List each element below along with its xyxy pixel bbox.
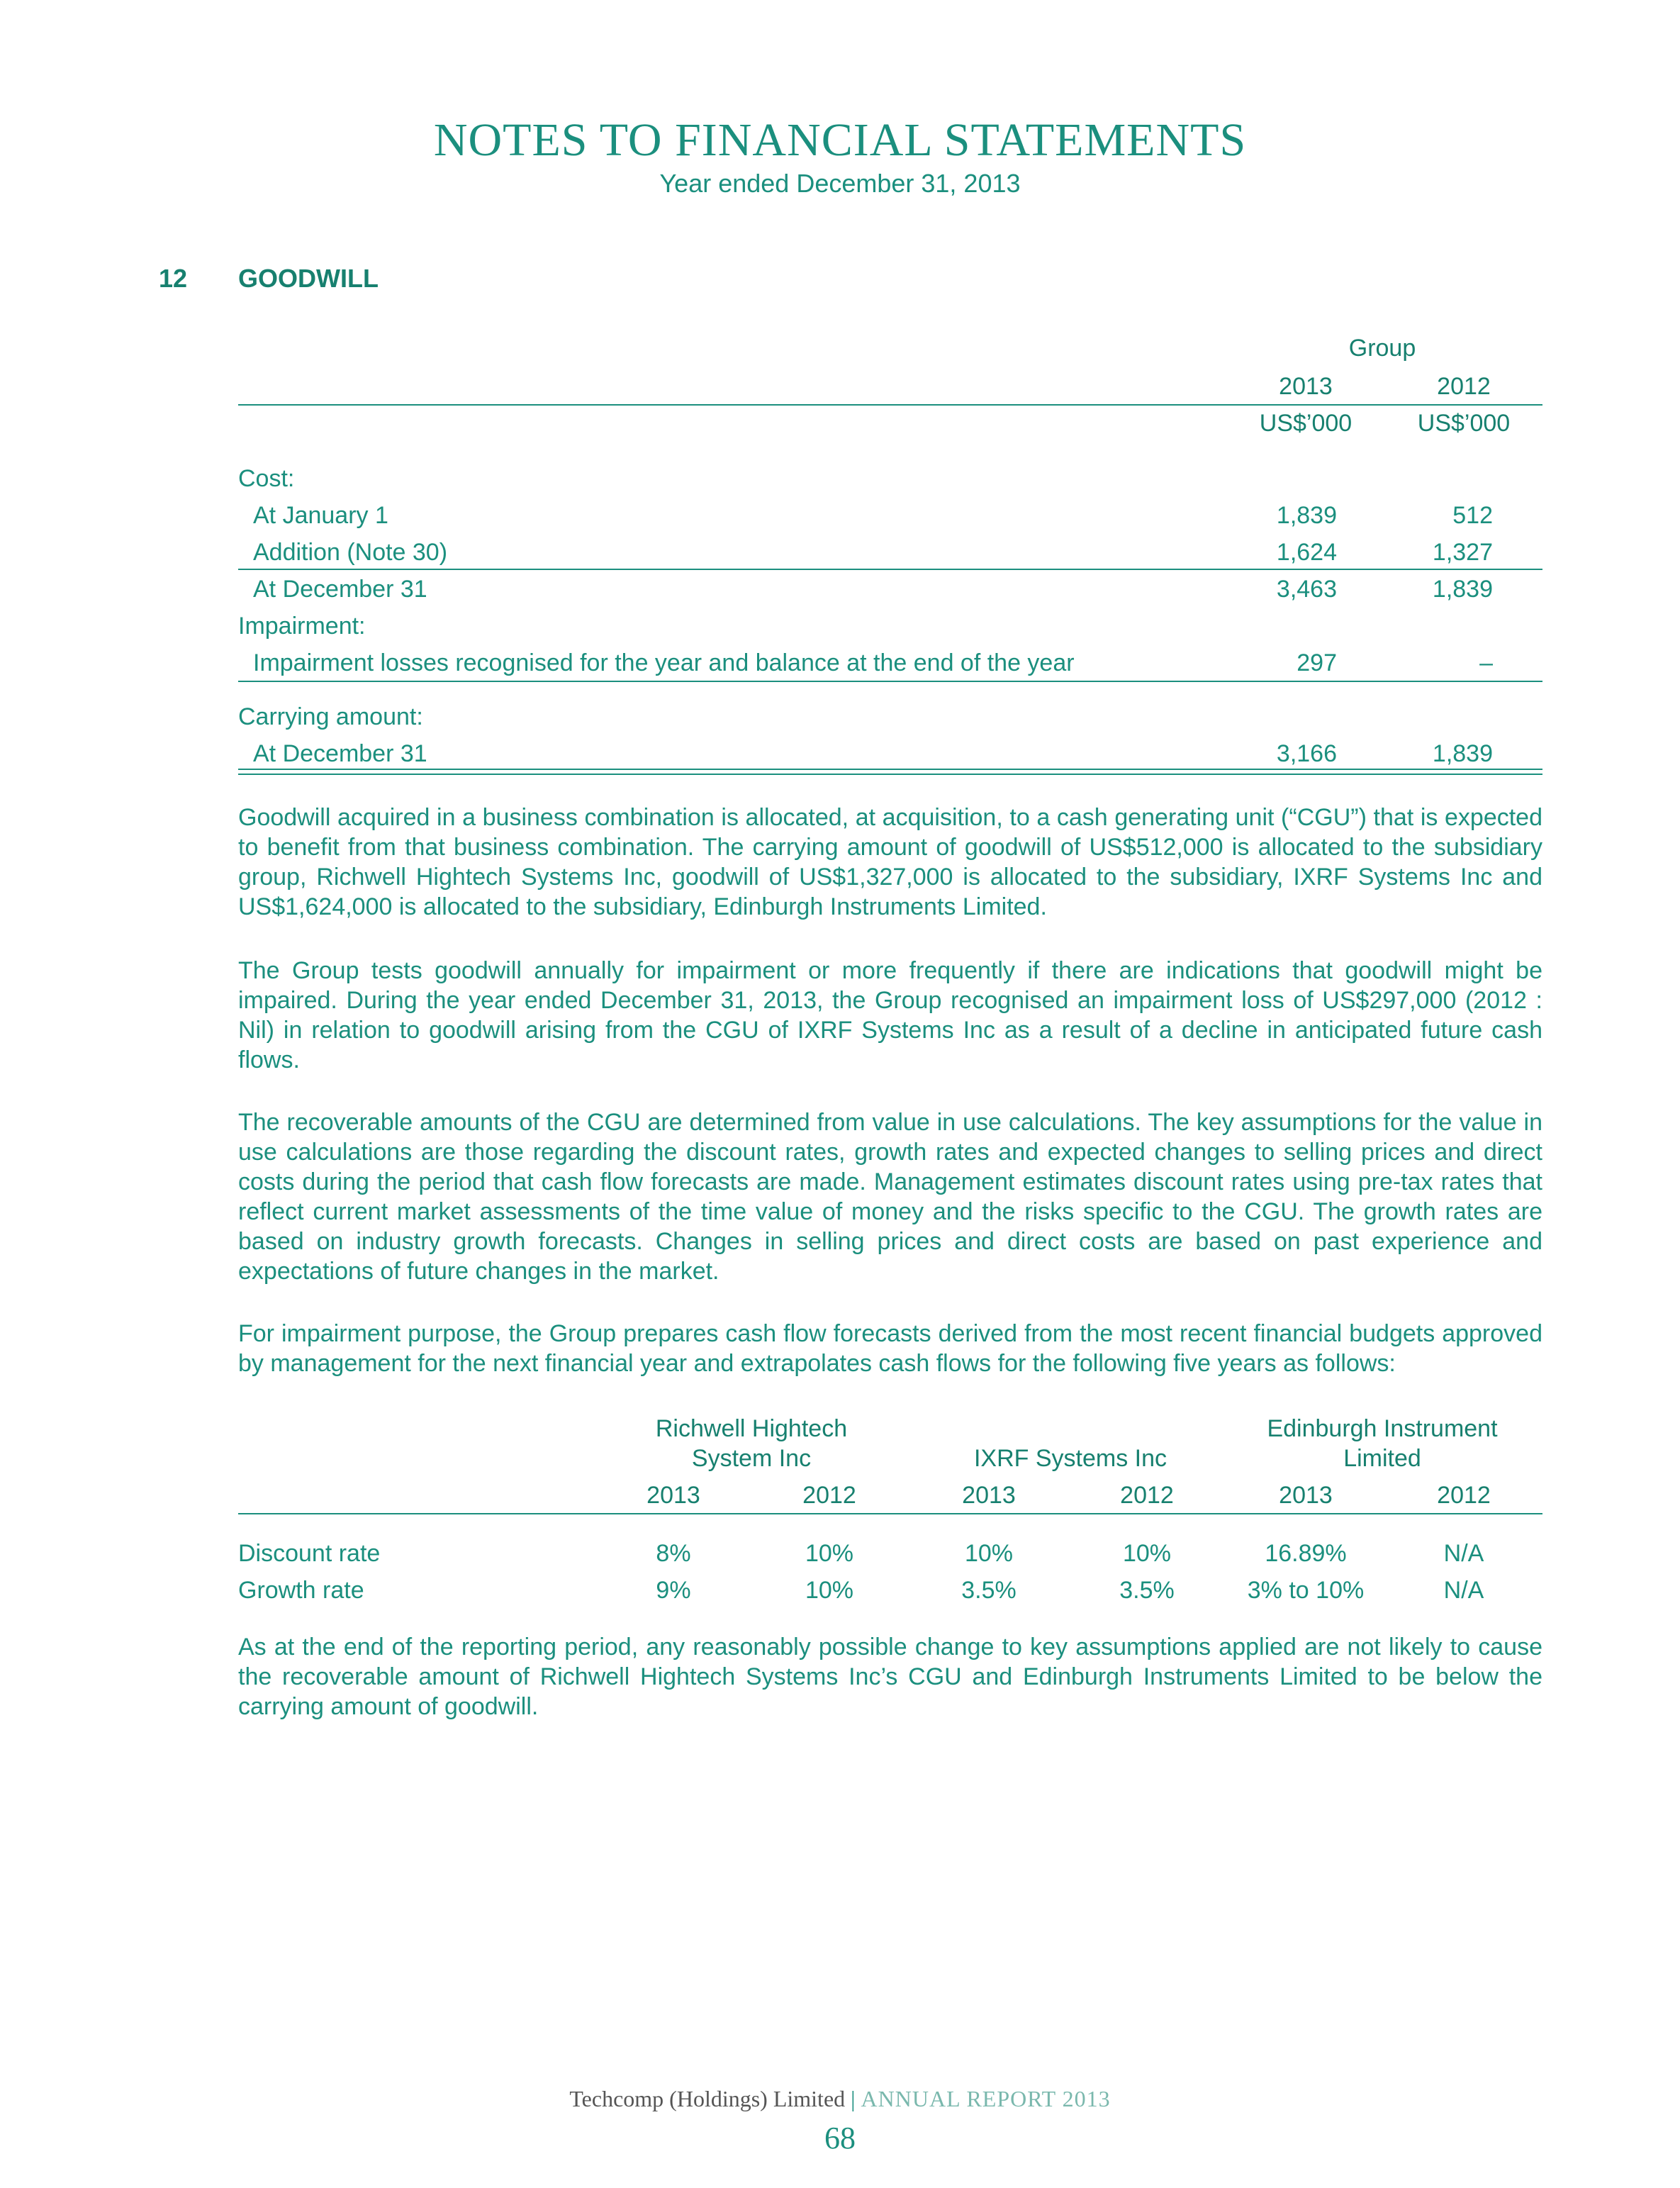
paragraph-impairment-test: The Group tests goodwill annually for impairment or more frequently if there are indications that goodwill might be impaired. During the year ended December 31, 2013, the Group recognised an impairment loss of US$297,000 (2012 : Nil) in relation to goodwill arising from the CGU of IXRF Systems Inc as a result of a decline in anticipated future cash flows. [238,957,1542,1073]
paragraph-sensitivity: As at the end of the reporting period, any reasonably possible change to key assumptions applied are not likely to cause the recoverable amount of Richwell Hightech Systems Inc’s CGU and Edinburgh Instruments Limited to be below the carrying amount of goodwill. [238,1634,1542,1720]
company-header-line1: Edinburgh Instrument [1267,1415,1498,1442]
table-row-label: Carrying amount: [238,703,423,730]
table-row-label: Discount rate [238,1540,381,1567]
total-rule-bottom [238,774,1542,775]
table-cell: N/A [1443,1577,1484,1604]
table-cell: 9% [656,1577,691,1604]
footer-report-title: ANNUAL REPORT 2013 [861,2086,1111,2111]
table-cell: 3.5% [1119,1577,1175,1604]
year-header-2012: 2012 [1437,373,1491,400]
footer-separator: | [851,2086,856,2111]
group-header: Group [1348,335,1416,362]
table-cell: 1,839 [1432,740,1493,767]
company-header-line2: Limited [1343,1445,1421,1472]
year-header: 2012 [802,1482,856,1509]
year-header: 2013 [646,1482,700,1509]
company-header-line1: Richwell Hightech [655,1415,848,1442]
unit-header-2013: US$’000 [1259,410,1353,437]
table-row-label: At January 1 [253,502,388,529]
table-cell: 1,839 [1432,576,1493,603]
company-header-line2: System Inc [691,1445,812,1472]
paragraph-forecasts: For impairment purpose, the Group prepares cash flow forecasts derived from the most recent financial budgets approved by management for the next financial year and extrapolates cash flows for the following five years as follows: [238,1320,1542,1377]
table-cell: 10% [964,1540,1014,1567]
table-cell: 16.89% [1265,1540,1347,1567]
subtotal-rule [238,681,1542,682]
table-cell: 1,327 [1432,539,1493,566]
table-cell: 3,463 [1276,576,1337,603]
year-header: 2013 [962,1482,1016,1509]
year-header: 2012 [1120,1482,1174,1509]
year-header: 2012 [1437,1482,1491,1509]
table-cell: 512 [1452,502,1493,529]
table-cell: 10% [805,1577,854,1604]
table-row-label: Impairment losses recognised for the year and balance at the end of the year [253,649,1075,676]
table-row-label: Cost: [238,465,295,492]
total-rule-top [238,769,1542,770]
company-header-line2: IXRF Systems Inc [973,1445,1167,1472]
section-number: 12 [159,264,188,293]
table-row-label: At December 31 [253,740,427,767]
page-number: 68 [824,2121,856,2155]
table-cell: 1,624 [1276,539,1337,566]
table-cell: 1,839 [1276,502,1337,529]
unit-header-2012: US$’000 [1417,410,1511,437]
page-subtitle: Year ended December 31, 2013 [659,169,1021,198]
table-cell: 3,166 [1276,740,1337,767]
table-cell: 10% [1122,1540,1172,1567]
footer-company: Techcomp (Holdings) Limited [569,2086,846,2111]
table-row-label: Impairment: [238,613,366,640]
header-rule [238,1513,1542,1514]
table-cell: 3% to 10% [1247,1577,1365,1604]
year-header-2013: 2013 [1279,373,1333,400]
footer [0,2086,1680,2112]
table-cell: – [1479,649,1493,676]
table-row-label: At December 31 [253,576,427,603]
page-title: NOTES TO FINANCIAL STATEMENTS [433,114,1247,166]
subtotal-rule [238,569,1542,570]
table-cell: 8% [656,1540,691,1567]
table-cell: 297 [1297,649,1337,676]
table-cell: 10% [805,1540,854,1567]
year-header: 2013 [1279,1482,1333,1509]
header-rule [238,404,1542,406]
paragraph-recoverable-amounts: The recoverable amounts of the CGU are determined from value in use calculations. The key assumptions for the value in use calculations are those regarding the discount rates, growth rates and expected changes to selling prices and direct costs during the period that cash flow forecasts are made. Management estimates discount rates using pre-tax rates that reflect current market assessments of the time value of money and the risks specific to the CGU. The growth rates are based on industry growth forecasts. Changes in selling prices and direct costs are based on past experience and expectations of future changes in the market. [238,1109,1542,1285]
table-row-label: Growth rate [238,1577,364,1604]
paragraph-allocation: Goodwill acquired in a business combination is allocated, at acquisition, to a cash generating unit (“CGU”) that is expected to benefit from that business combination. The carrying amount of goodwill of US$512,000 is allocated to the subsidiary group, Richwell Hightech Systems Inc, goodwill of US$1,327,000 is allocated to the subsidiary, IXRF Systems Inc and US$1,624,000 is allocated to the subsidiary, Edinburgh Instruments Limited. [238,804,1542,920]
table-row-label: Addition (Note 30) [253,539,448,566]
table-cell: 3.5% [961,1577,1017,1604]
table-cell: N/A [1443,1540,1484,1567]
section-title: GOODWILL [238,264,379,293]
